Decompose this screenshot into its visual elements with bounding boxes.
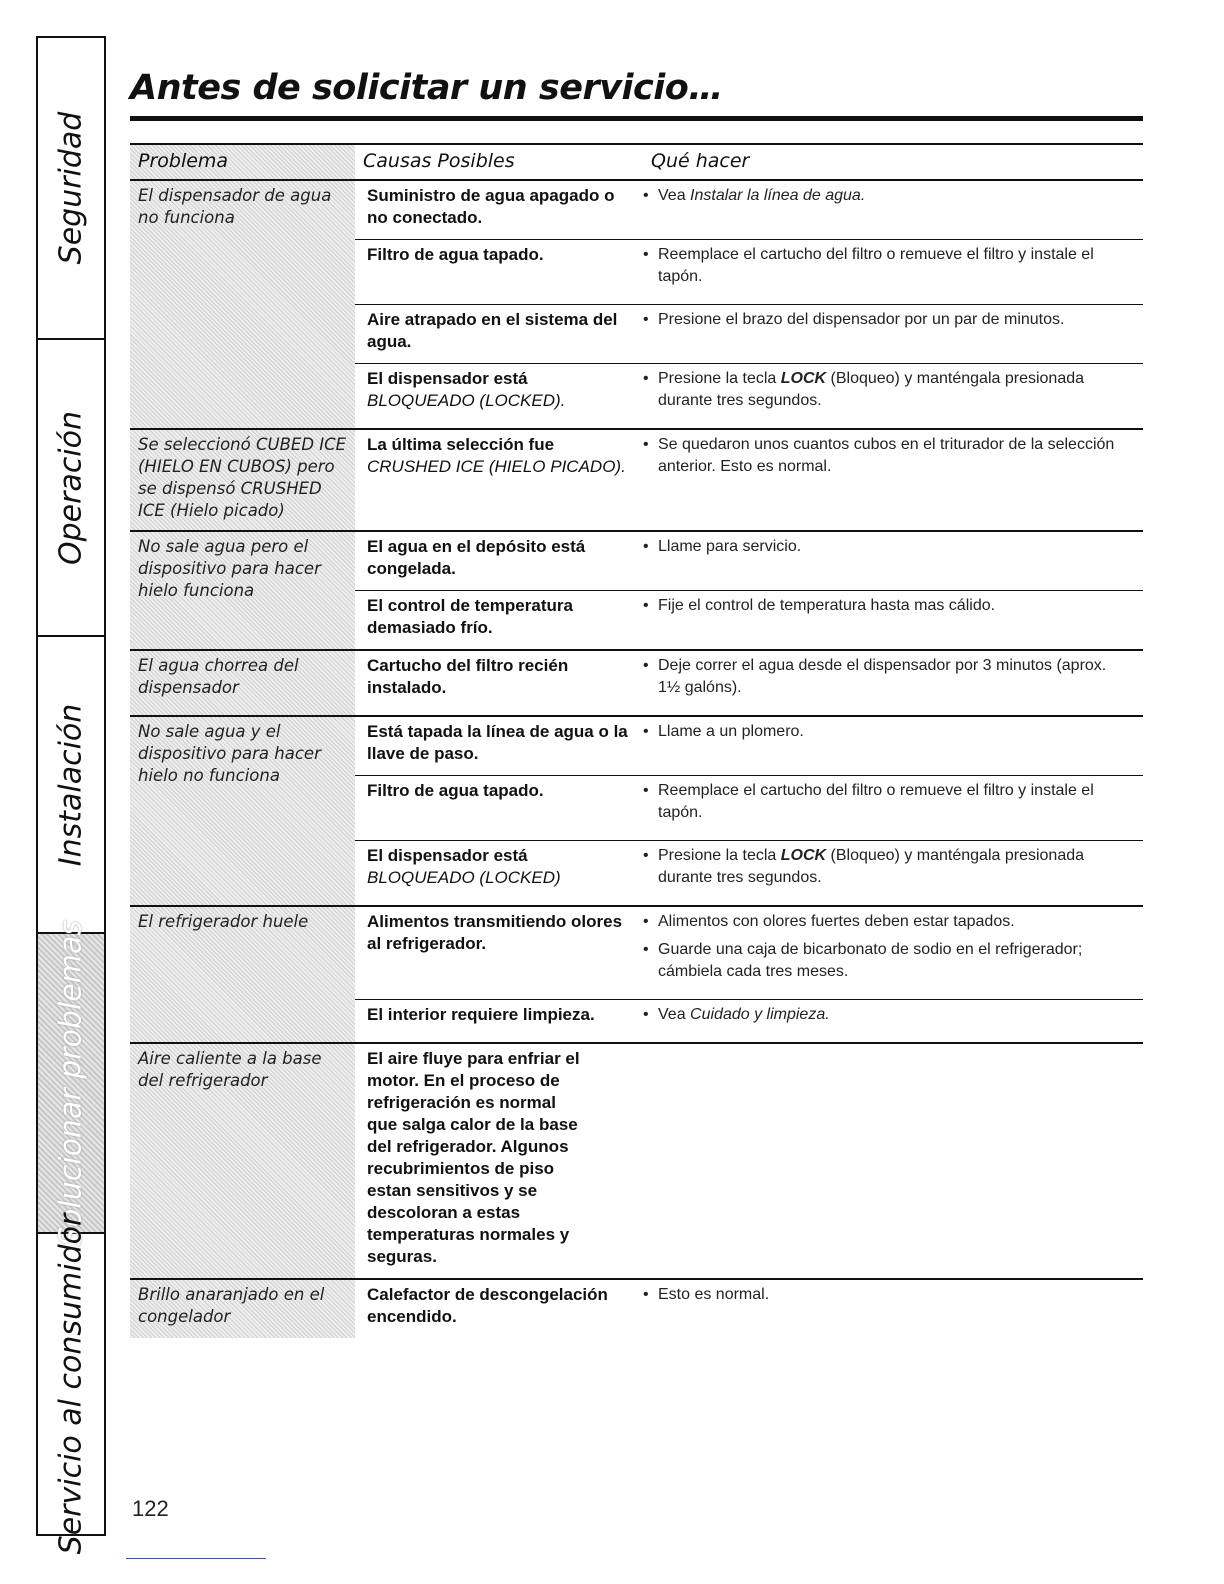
troubleshooting-table — [130, 143, 1143, 1338]
cause-text: El dispensador está — [367, 846, 528, 865]
table-row — [355, 239, 1143, 304]
table-group — [130, 717, 1143, 907]
title-divider — [130, 116, 1143, 121]
fix-cell — [643, 185, 1143, 229]
problem-cell: No sale agua pero el dispositivo para hacer hielo funciona — [130, 532, 355, 649]
fix-cell — [643, 595, 1143, 639]
table-group — [130, 1044, 1143, 1280]
tab-label: Seguridad — [53, 111, 89, 265]
table-row — [355, 363, 1143, 428]
fix-text: • Llame a un plomero. — [658, 723, 804, 740]
header-problem: Problema — [130, 145, 355, 179]
fix-text: • Reemplace el cartucho del filtro o remueve el filtro y instale el tapón. — [658, 782, 1094, 821]
fix-cell — [643, 434, 1143, 484]
table-row — [355, 181, 1143, 239]
table-row — [355, 430, 1143, 494]
tab-instalacion[interactable] — [38, 637, 104, 934]
table-row — [355, 590, 1143, 649]
table-group — [130, 430, 1143, 532]
fix-cell — [643, 655, 1143, 705]
fix-reference: Cuidado y limpieza. — [690, 1006, 830, 1023]
header-causes: Causas Posibles — [363, 150, 515, 172]
problem-cell: Brillo anaranjado en el congelador — [130, 1280, 355, 1338]
tab-label: Solucionar problemas — [53, 919, 89, 1247]
problem-cell: El agua chorrea del dispensador — [130, 651, 355, 715]
fix-cell — [643, 368, 1143, 418]
header-fix: Qué hacer — [651, 150, 750, 172]
table-row — [355, 651, 1143, 715]
table-row — [355, 532, 1143, 590]
tab-seguridad[interactable] — [38, 38, 104, 340]
cause-cell: Calefactor de descongelación encendido. — [367, 1285, 608, 1326]
cause-cell: Filtro de agua tapado. — [367, 245, 544, 264]
table-group — [130, 651, 1143, 717]
section-tabs — [36, 36, 106, 1555]
fix-cell — [643, 1284, 1143, 1328]
footer-divider — [126, 1558, 266, 1559]
tab-solucionar-problemas[interactable] — [38, 919, 104, 1247]
cause-cell — [355, 368, 643, 418]
cause-cell: El interior requiere limpieza. — [367, 1005, 595, 1024]
table-row — [355, 840, 1143, 905]
cause-cell: Está tapada la línea de agua o la llave de paso. — [367, 722, 628, 763]
tab-label: Instalación — [53, 703, 89, 866]
fix-cell — [643, 845, 1143, 895]
fix-cell — [643, 244, 1143, 294]
fix-text: Presione la tecla — [658, 370, 781, 387]
table-row — [355, 304, 1143, 363]
fix-text: Vea — [658, 187, 691, 204]
fix-text: • Fije el control de temperatura hasta mas cálido. — [658, 597, 996, 614]
fix-text: • Presione el brazo del dispensador por un par de minutos. — [658, 311, 1065, 328]
fix-reference: Instalar la línea de agua. — [690, 187, 866, 204]
fix-cell — [643, 309, 1143, 353]
page-number: 122 — [132, 1496, 169, 1521]
cause-cell: Aire atrapado en el sistema del agua. — [367, 310, 618, 351]
fix-text: • Alimentos con olores fuertes deben estar tapados. — [658, 913, 1015, 930]
cause-cell — [355, 845, 643, 895]
cause-cell: Cartucho del filtro recién instalado. — [367, 656, 569, 697]
problem-cell: El dispensador de agua no funciona — [130, 181, 355, 428]
fix-text: (Bloqueo) y manténgala presionada durante tres segundos. — [658, 370, 1085, 409]
problem-cell: No sale agua y el dispositivo para hacer hielo no funciona — [130, 717, 355, 905]
fix-key: LOCK — [780, 847, 827, 864]
fix-cell — [643, 721, 1143, 765]
cause-italic: CRUSHED ICE (HIELO PICADO). — [367, 457, 626, 476]
table-group — [130, 181, 1143, 430]
fix-text: Presione la tecla — [658, 847, 781, 864]
cause-italic: BLOQUEADO (LOCKED) — [367, 868, 561, 887]
fix-text: • Guarde una caja de bicarbonato de sodio en el refrigerador; cámbiela cada tres meses. — [658, 941, 1083, 980]
problem-cell: El refrigerador huele — [130, 907, 355, 1042]
cause-cell: Filtro de agua tapado. — [367, 781, 544, 800]
fix-text: (Bloqueo) y manténgala presionada durante tres segundos. — [658, 847, 1085, 886]
fix-cell — [643, 911, 1143, 989]
table-group — [130, 1280, 1143, 1338]
table-group — [130, 907, 1143, 1044]
tab-label: Operación — [53, 410, 89, 565]
cause-text: El dispensador está — [367, 369, 528, 388]
table-group — [130, 532, 1143, 651]
cause-cell: El control de temperatura demasiado frío. — [367, 596, 573, 637]
fix-text: • Reemplace el cartucho del filtro o remueve el filtro y instale el tapón. — [658, 246, 1094, 285]
fix-text: • Se quedaron unos cuantos cubos en el triturador de la selección anterior. Esto es normal. — [658, 436, 1115, 475]
fix-cell — [643, 780, 1143, 830]
tab-operacion[interactable] — [38, 340, 104, 637]
cause-cell — [355, 434, 643, 484]
problem-cell: Se seleccionó CUBED ICE (HIELO EN CUBOS) pero se dispensó CRUSHED ICE (Hielo picado) — [130, 430, 355, 530]
cause-cell: Alimentos transmitiendo olores al refrigerador. — [367, 912, 623, 953]
problem-cell: Aire caliente a la base del refrigerador — [130, 1044, 355, 1278]
page-title: Antes de solicitar un servicio… — [130, 68, 723, 108]
cause-cell: Suministro de agua apagado o no conectado. — [367, 186, 615, 227]
fix-text: • Llame para servicio. — [658, 538, 802, 555]
table-row — [355, 1280, 1143, 1338]
table-row — [355, 717, 1143, 775]
tab-label: Servicio al consumidor — [53, 1213, 89, 1555]
cause-text: La última selección fue — [367, 435, 555, 454]
cause-italic: BLOQUEADO (LOCKED). — [367, 391, 566, 410]
cause-cell: El aire fluye para enfriar el motor. En el proceso de refrigeración es normal que salga calor de la base del refrigerador. Algunos recubrimientos de piso estan sensitivos y se descoloran a estas temperaturas normales y seguras. — [367, 1049, 580, 1266]
fix-text: Vea — [658, 1006, 691, 1023]
fix-cell — [643, 536, 1143, 580]
table-row — [355, 1044, 1143, 1278]
table-row — [355, 907, 1143, 999]
cause-cell: El agua en el depósito está congelada. — [367, 537, 586, 578]
fix-cell — [643, 1004, 1143, 1032]
fix-key: LOCK — [780, 370, 827, 387]
fix-text: • Deje correr el agua desde el dispensador por 3 minutos (aprox. 1½ galóns). — [658, 657, 1107, 696]
fix-text: • Esto es normal. — [658, 1286, 770, 1303]
table-row — [355, 999, 1143, 1042]
table-row — [355, 775, 1143, 840]
fix-cell — [600, 1048, 1143, 1268]
tab-servicio-al-consumidor[interactable] — [38, 1213, 104, 1555]
table-header — [130, 143, 1143, 181]
